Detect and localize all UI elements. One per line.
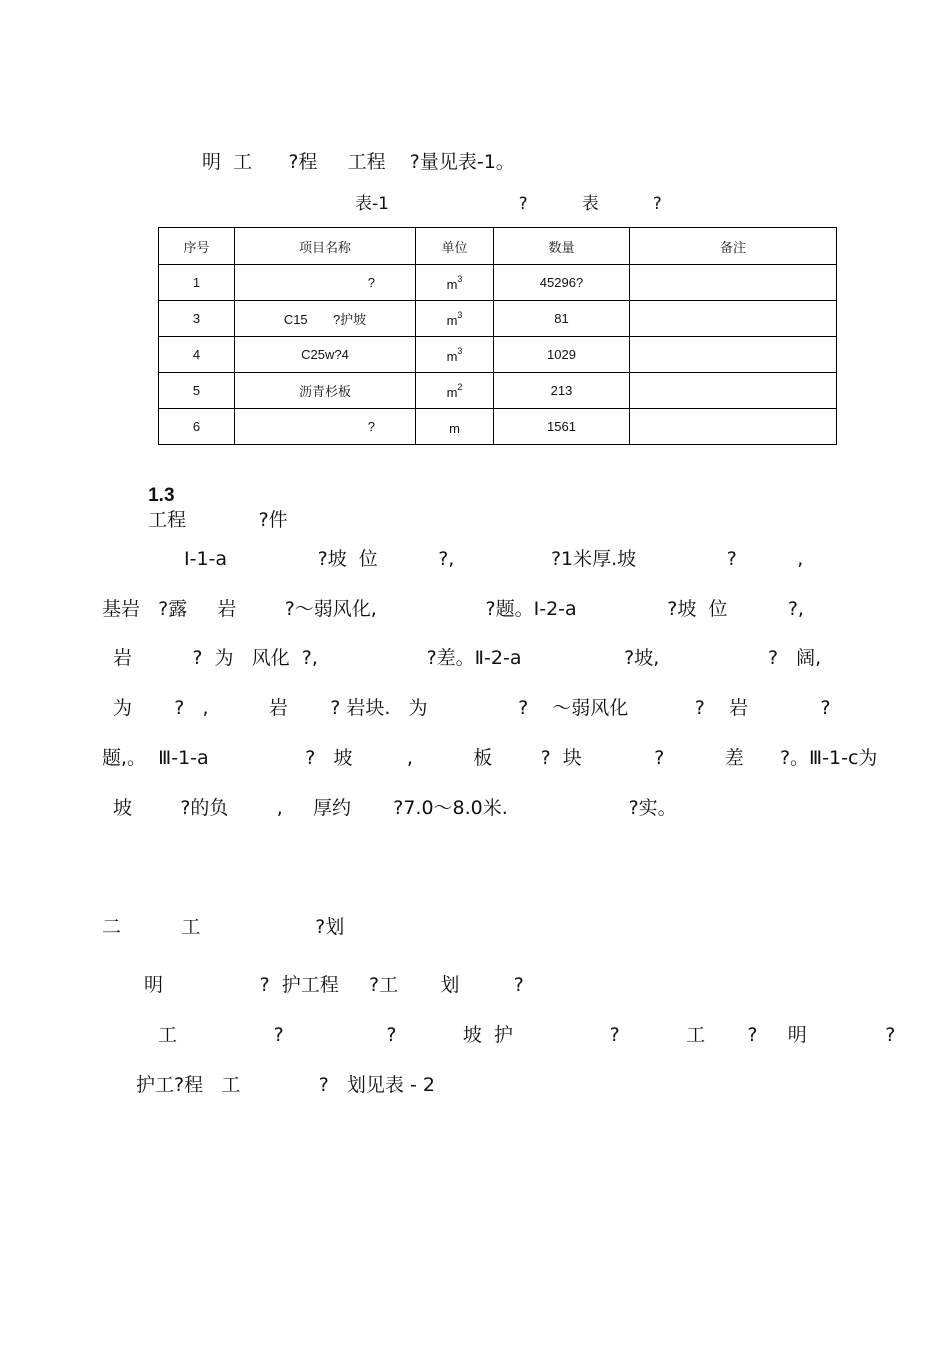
cell-quantity: 213 bbox=[494, 373, 630, 409]
cell-no: 1 bbox=[159, 265, 235, 301]
table-row bbox=[159, 301, 837, 337]
unit-base: m bbox=[446, 276, 458, 292]
cell-name bbox=[235, 409, 416, 445]
paragraph-line-1: Ⅰ-1-a ?坡 位 ?, ?1米厚.坡 ? , bbox=[184, 548, 804, 570]
unit-sup: 3 bbox=[457, 273, 463, 284]
cell-name-text: ? bbox=[367, 419, 375, 434]
cell-note bbox=[630, 373, 837, 409]
cell-name: C25w?4 bbox=[235, 337, 416, 373]
unit-base: m bbox=[446, 384, 458, 400]
unit-base: m bbox=[449, 420, 460, 436]
header-quantity: 数量 bbox=[494, 228, 630, 265]
unit-sup: 2 bbox=[457, 381, 463, 392]
cell-name: C15 ?护坡 bbox=[235, 301, 416, 337]
header-note: 备注 bbox=[630, 228, 837, 265]
cell-no: 4 bbox=[159, 337, 235, 373]
cell-name bbox=[235, 265, 416, 301]
cell-quantity: 45296? bbox=[494, 265, 630, 301]
table-row bbox=[159, 337, 837, 373]
section-title: 工程 ?件 bbox=[148, 509, 288, 531]
section-1-3-heading bbox=[136, 459, 288, 532]
cell-unit bbox=[416, 265, 494, 301]
cell-note bbox=[630, 265, 837, 301]
cell-note bbox=[630, 301, 837, 337]
table-row bbox=[159, 265, 837, 301]
cell-unit bbox=[416, 373, 494, 409]
unit-base: m bbox=[446, 312, 458, 328]
paragraph-line-2: 基岩 ?露 岩 ?～弱风化, ?题。Ⅰ-2-a ?坡 位 ?, bbox=[102, 598, 804, 620]
cell-name: 沥青杉板 bbox=[235, 373, 416, 409]
cell-unit bbox=[416, 301, 494, 337]
cell-no: 3 bbox=[159, 301, 235, 337]
cell-unit bbox=[416, 409, 494, 445]
quantity-table bbox=[158, 227, 837, 445]
unit-sup: 3 bbox=[457, 309, 463, 320]
section-2-title: 二 工 ?划 bbox=[102, 916, 345, 938]
intro-line: 明 工 ?程 工程 ?量见表-1。 bbox=[202, 151, 515, 173]
cell-no: 5 bbox=[159, 373, 235, 409]
table-row bbox=[159, 373, 837, 409]
cell-quantity: 1029 bbox=[494, 337, 630, 373]
table-row bbox=[159, 409, 837, 445]
cell-note bbox=[630, 409, 837, 445]
header-no: 序号 bbox=[159, 228, 235, 265]
cell-quantity: 1561 bbox=[494, 409, 630, 445]
paragraph-line-3: 岩 ? 为 风化 ?, ?差。Ⅱ-2-a ?坡, ? 阔, bbox=[113, 647, 822, 669]
cell-unit bbox=[416, 337, 494, 373]
cell-no: 6 bbox=[159, 409, 235, 445]
paragraph-line-5: 题,。 Ⅲ-1-a ? 坡 , 板 ? 块 ? 差 ?。Ⅲ-1-c为 bbox=[102, 747, 878, 769]
table-header-row bbox=[159, 228, 837, 265]
table-caption: 表-1 ? 表 ? bbox=[355, 194, 662, 214]
section-2-line-1: 明 ? 护工程 ?工 划 ? bbox=[144, 974, 524, 996]
cell-name-text: ? bbox=[367, 275, 375, 290]
paragraph-line-4: 为 ? , 岩 ? 岩块. 为 ? ～弱风化 ? 岩 ? bbox=[113, 697, 831, 719]
section-2-line-3: 护工?程 工 ? 划见表 - 2 bbox=[136, 1074, 435, 1096]
paragraph-line-6: 坡 ?的负 , 厚约 ?7.0～8.0米. ?实。 bbox=[113, 797, 677, 819]
section-2-line-2: 工 ? ? 坡 护 ? 工 ? 明 ? bbox=[158, 1024, 896, 1046]
unit-base: m bbox=[446, 348, 458, 364]
cell-quantity: 81 bbox=[494, 301, 630, 337]
unit-sup: 3 bbox=[457, 345, 463, 356]
section-number: 1.3 bbox=[148, 485, 175, 506]
cell-note bbox=[630, 337, 837, 373]
header-unit: 单位 bbox=[416, 228, 494, 265]
header-name: 项目名称 bbox=[235, 228, 416, 265]
